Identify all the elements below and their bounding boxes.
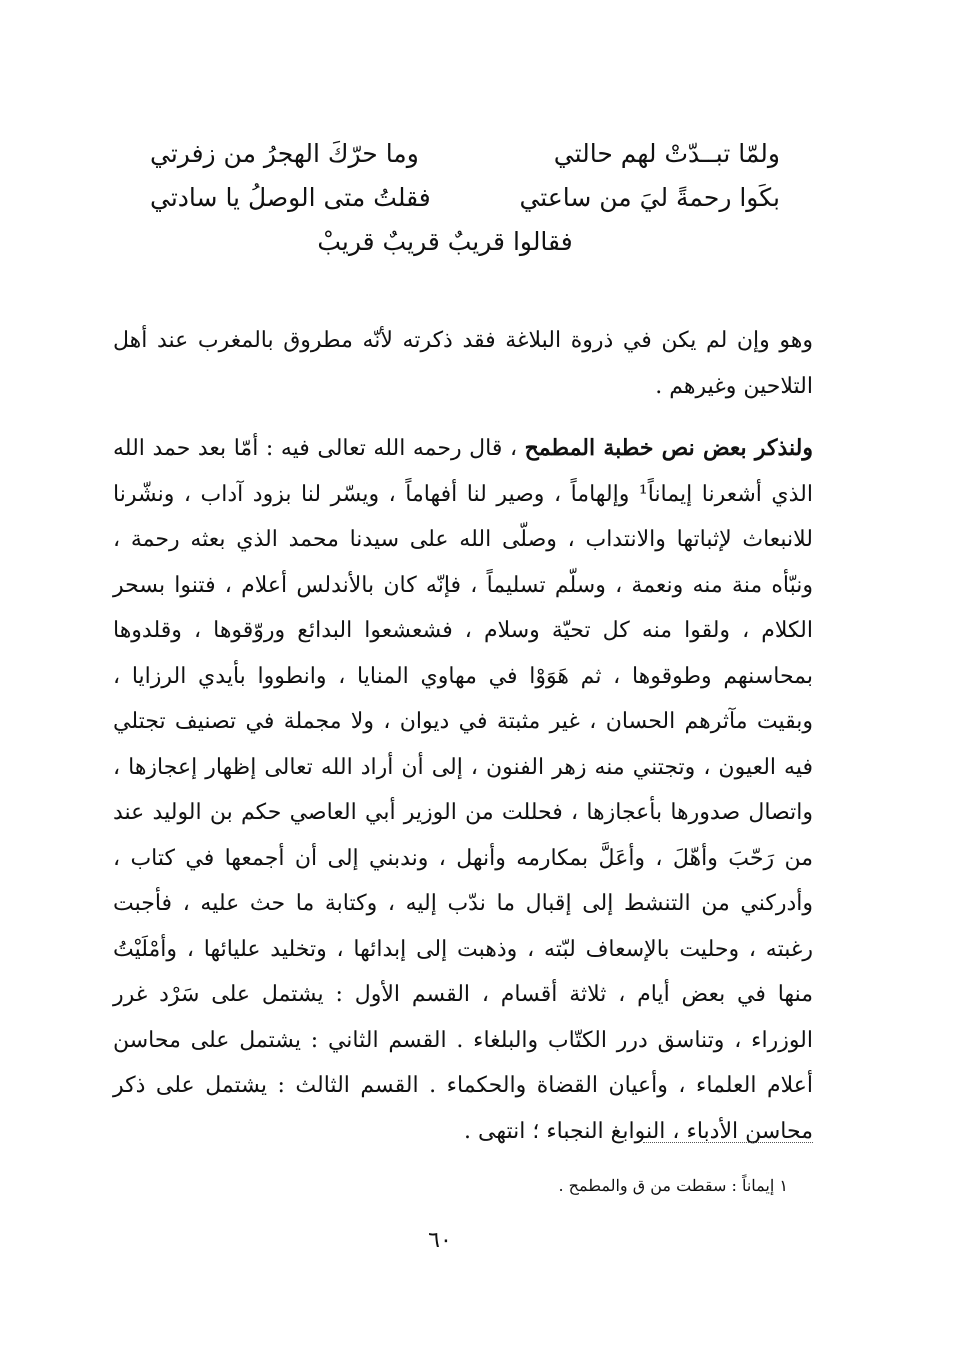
paragraph-body: ، قال رحمه الله تعالى فيه : أمّا بعد حمد الله الذي أشعرنا إيماناً¹ وإلهاماً ، وصير لنا أفهاماً ، ويسّر لنا بزود آداب ، ونشّرنا للانبعاث لإثباتها والانتداب ، وصلّى الله على سيدنا محمد الذي بعثه رحمة ، ونبّأه منة منه ونعمة ، وسلّم تسليماً ، فإنّه كان بالأندلس أعلام ، فتنوا بسحر الكلام ، ولقوا منه كل تحيّة وسلام ، فشعشعوا البدائع وروّقوها ، وقلدوها بمحاسنهم وطوقوها ، ثم هَوَوْا في مهاوي المنايا ، وانطووا بأيدي الرزايا ، وبقيت مآثرهم الحسان ، غير مثبتة في ديوان ، ولا مجملة في تصنيف تجتلي فيه العيون ، وتجتني منه زهر الفنون ، إلى أن أراد الله تعالى إظهار إعجازها ، واتصال صدورها بأعجازها ، فحللت من الوزير أبي العاصي حكم بن الوليد عند من رَحّبَ وأهّلَ ، وأعَلَّ بمكارمه وأنهل ، وندبني إلى أن أجمعها في كتاب ، وأدركني من التنشط إلى إقبال ما ندّب إليه ، وكتابة ما حث عليه ، فأجبت رغبته ، وحليت بالإسعاف لبّته ، وذهبت إلى إبدائها ، وتخليد عليائها ، وأمْلَيْتُ منها في بعض أيام ، ثلاثة أقسام ، القسم الأول : يشتمل على سَرْد غرر الوزراء ، وتناسق درر الكتّاب والبلغاء . القسم الثاني : يشتمل على محاسن أعلام العلماء ، وأعيان القضاة والحكماء . القسم الثالث : يشتمل على ذكر محاسن الأدباء ، النوابغ النجباء ؛ انتهى .: [113, 436, 813, 1144]
poem-verse: [150, 176, 780, 220]
poem: [150, 132, 780, 264]
footnote: ١ إيماناً : سقطت من ق والمطمح .: [558, 1176, 788, 1195]
poem-final-line: [150, 220, 780, 264]
page-number: ٦٠: [428, 1228, 452, 1253]
paragraph-lead-bold: ولنذكر بعض نص خطبة المطمح: [524, 435, 813, 461]
paragraph-commentary: وهو وإن لم يكن في ذروة البلاغة فقد ذكرته لأنّه مطروق بالمغرب عند أهل التلاحين وغيرهم .: [113, 328, 813, 399]
second-hemistich: وما حرّكَ الهجرُ من زفرتي: [150, 139, 419, 168]
first-hemistich: بكَوا رحمةً ليَ من ساعتي: [519, 183, 780, 212]
footnote-divider: [643, 1142, 813, 1143]
second-hemistich: فقلتُ متى الوصلُ يا سادتي: [150, 183, 431, 212]
paragraph-sermon: [113, 426, 813, 1154]
final-hemistich: فقالوا قريبٌ قريبٌ قريبْ: [317, 227, 573, 256]
first-hemistich: ولمّا تبــدّتْ لهم حالتي: [553, 139, 780, 168]
poem-verse: [150, 132, 780, 176]
